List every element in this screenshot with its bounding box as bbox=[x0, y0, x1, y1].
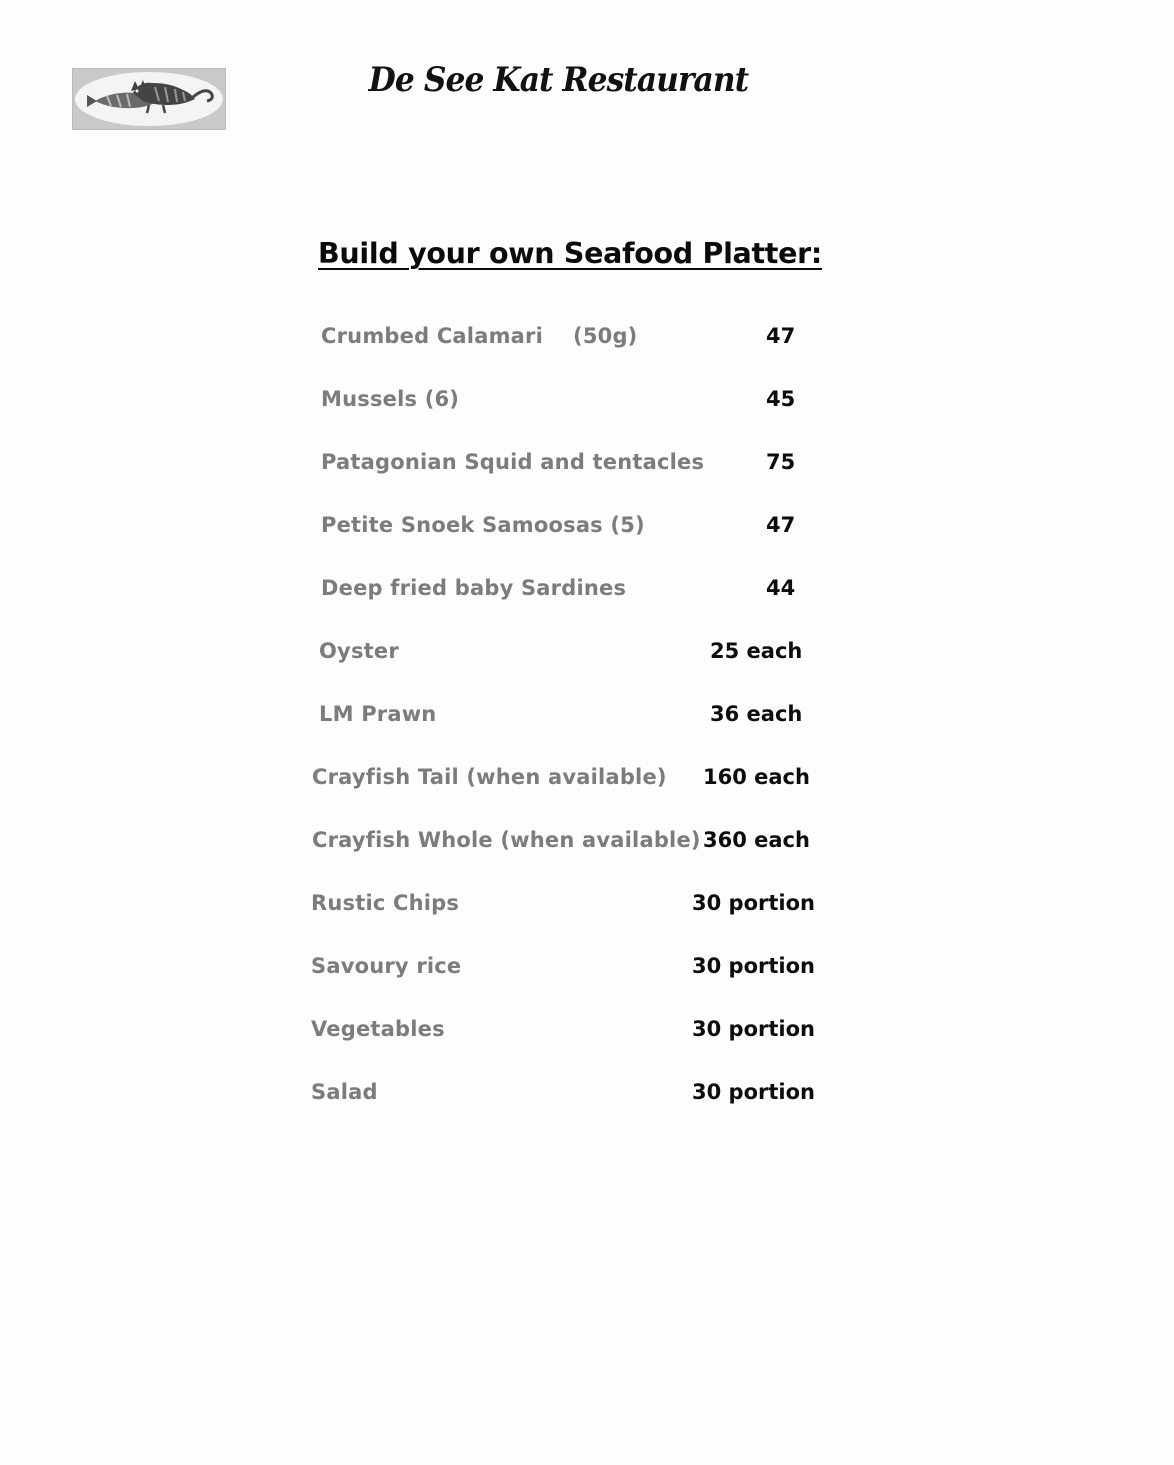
menu-item-price: 30 portion bbox=[692, 1017, 815, 1041]
menu-item-name: Rustic Chips bbox=[311, 891, 460, 915]
restaurant-name: De See Kat Restaurant bbox=[368, 60, 749, 100]
menu-item-name: LM Prawn bbox=[319, 702, 437, 726]
menu-item-price: 160 each bbox=[703, 765, 810, 789]
menu-item-name: Mussels (6) bbox=[321, 387, 460, 411]
menu-item-price: 25 each bbox=[710, 639, 803, 663]
menu-item-name: Crayfish Whole (when available) bbox=[312, 828, 701, 852]
menu-item-name: Patagonian Squid and tentacles bbox=[321, 450, 705, 474]
menu-item-price: 30 portion bbox=[692, 891, 815, 915]
menu-item-name: Vegetables bbox=[311, 1017, 445, 1041]
menu-item-price: 45 bbox=[766, 387, 796, 411]
menu-item-name: Oyster bbox=[319, 639, 399, 663]
menu-item-name: Crumbed Calamari (50g) bbox=[321, 324, 638, 348]
menu-item-price: 30 portion bbox=[692, 1080, 815, 1104]
menu-item-price: 360 each bbox=[703, 828, 810, 852]
menu-item-price: 44 bbox=[766, 576, 796, 600]
menu-item-name: Deep fried baby Sardines bbox=[321, 576, 627, 600]
menu-item-price: 47 bbox=[766, 513, 796, 537]
menu-item-price: 75 bbox=[766, 450, 796, 474]
menu-item-price: 30 portion bbox=[692, 954, 815, 978]
menu-item-name: Petite Snoek Samoosas (5) bbox=[321, 513, 645, 537]
menu-heading: Build your own Seafood Platter: bbox=[318, 237, 823, 270]
menu-item-name: Savoury rice bbox=[311, 954, 462, 978]
menu-item-price: 47 bbox=[766, 324, 796, 348]
menu-item-name: Salad bbox=[311, 1080, 378, 1104]
menu-item-price: 36 each bbox=[710, 702, 803, 726]
menu-item-name: Crayfish Tail (when available) bbox=[312, 765, 667, 789]
